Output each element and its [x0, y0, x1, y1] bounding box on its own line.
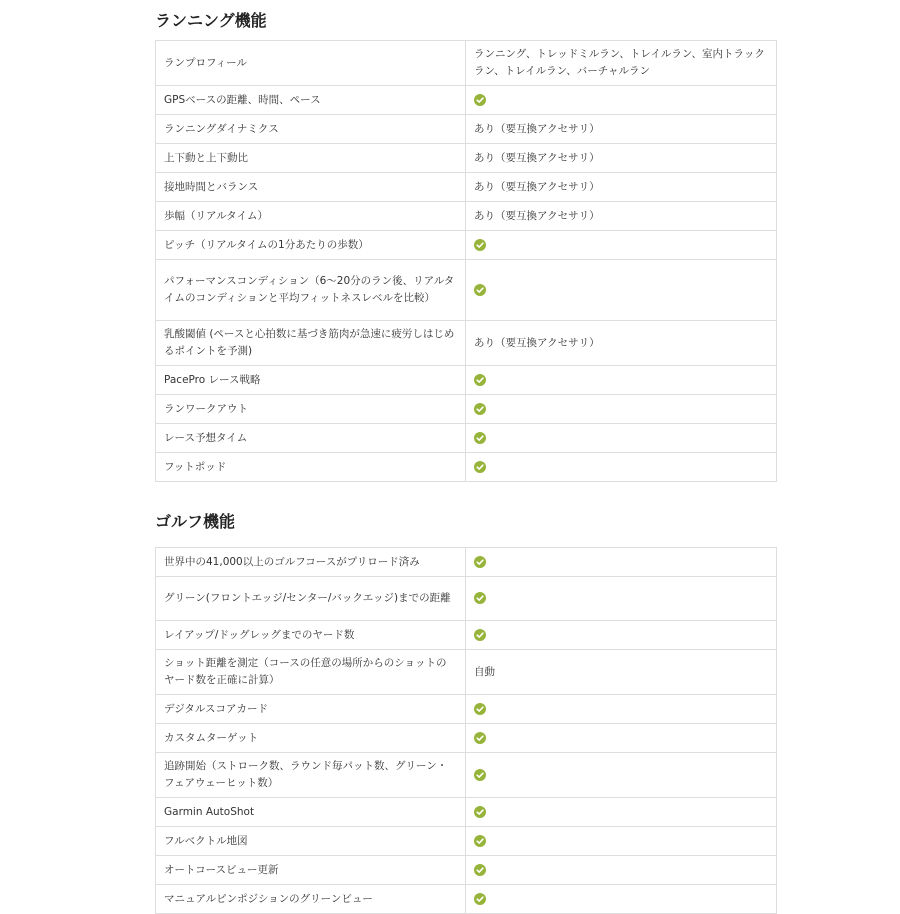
value-cell: あり（要互換アクセサリ） [466, 115, 777, 144]
check-circle-icon [474, 461, 486, 473]
spec-page [155, 0, 765, 914]
spec-row [156, 366, 777, 395]
value-cell [466, 695, 777, 724]
spec-row [156, 424, 777, 453]
spec-row [156, 753, 777, 798]
spec-row [156, 231, 777, 260]
feature-cell: マニュアルピンポジションのグリーンビュー [156, 885, 466, 914]
spec-row [156, 827, 777, 856]
value-cell: あり（要互換アクセサリ） [466, 202, 777, 231]
feature-cell: フットポッド [156, 453, 466, 482]
value-cell: あり（要互換アクセサリ） [466, 144, 777, 173]
check-circle-icon [474, 94, 486, 106]
value-cell [466, 856, 777, 885]
check-circle-icon [474, 284, 486, 296]
spec-row [156, 86, 777, 115]
feature-cell: カスタムターゲット [156, 724, 466, 753]
check-circle-icon [474, 403, 486, 415]
feature-cell: レース予想タイム [156, 424, 466, 453]
spec-row [156, 695, 777, 724]
feature-cell: レイアップ/ドッグレッグまでのヤード数 [156, 621, 466, 650]
spec-row [156, 144, 777, 173]
check-circle-icon [474, 732, 486, 744]
feature-cell: グリーン(フロントエッジ/センター/バックエッジ)までの距離 [156, 577, 466, 621]
spec-row [156, 856, 777, 885]
value-cell: あり（要互換アクセサリ） [466, 321, 777, 366]
spec-row [156, 395, 777, 424]
value-cell: あり（要互換アクセサリ） [466, 173, 777, 202]
feature-cell: 世界中の41,000以上のゴルフコースがプリロード済み [156, 548, 466, 577]
golf-spec-table [155, 547, 777, 914]
value-cell: ランニング、トレッドミルラン、トレイルラン、室内トラックラン、トレイルラン、バーチャルラン [466, 41, 777, 86]
feature-cell: ピッチ（リアルタイムの1分あたりの歩数） [156, 231, 466, 260]
feature-cell: 接地時間とバランス [156, 173, 466, 202]
value-cell [466, 798, 777, 827]
value-cell [466, 577, 777, 621]
spec-row [156, 321, 777, 366]
spec-row [156, 798, 777, 827]
spec-row [156, 202, 777, 231]
feature-cell: ランワークアウト [156, 395, 466, 424]
value-cell [466, 86, 777, 115]
feature-cell: フルベクトル地図 [156, 827, 466, 856]
check-circle-icon [474, 239, 486, 251]
feature-cell: ショット距離を測定（コースの任意の場所からのショットのヤード数を正確に計算） [156, 650, 466, 695]
value-cell [466, 395, 777, 424]
spec-row [156, 115, 777, 144]
feature-cell: 上下動と上下動比 [156, 144, 466, 173]
spec-row [156, 453, 777, 482]
value-cell [466, 548, 777, 577]
spec-row [156, 724, 777, 753]
feature-cell: 追跡開始（ストローク数、ラウンド毎パット数、グリーン・フェアウェーヒット数） [156, 753, 466, 798]
feature-cell: パフォーマンスコンディション（6〜20分のラン後、リアルタイムのコンディションと平均フィットネスレベルを比較） [156, 260, 466, 321]
value-cell [466, 366, 777, 395]
value-cell [466, 885, 777, 914]
value-cell [466, 753, 777, 798]
value-cell [466, 424, 777, 453]
running-spec-table [155, 40, 777, 482]
spec-row [156, 650, 777, 695]
feature-cell: オートコースビュー更新 [156, 856, 466, 885]
spec-row [156, 885, 777, 914]
value-cell: 自動 [466, 650, 777, 695]
value-cell [466, 260, 777, 321]
feature-cell: ランプロフィール [156, 41, 466, 86]
spec-row [156, 577, 777, 621]
check-circle-icon [474, 769, 486, 781]
value-cell [466, 231, 777, 260]
value-cell [466, 621, 777, 650]
spec-row [156, 260, 777, 321]
value-cell [466, 827, 777, 856]
running-section-title: ランニング機能 [155, 11, 267, 30]
golf-section-title: ゴルフ機能 [155, 512, 236, 531]
spec-row [156, 621, 777, 650]
check-circle-icon [474, 893, 486, 905]
feature-cell: PacePro レース戦略 [156, 366, 466, 395]
feature-cell: デジタルスコアカード [156, 695, 466, 724]
spec-row [156, 173, 777, 202]
spec-row [156, 548, 777, 577]
check-circle-icon [474, 374, 486, 386]
check-circle-icon [474, 835, 486, 847]
value-cell [466, 453, 777, 482]
feature-cell: GPSベースの距離、時間、ペース [156, 86, 466, 115]
feature-cell: 乳酸閾値 (ペースと心拍数に基づき筋肉が急速に疲労しはじめるポイントを予測) [156, 321, 466, 366]
check-circle-icon [474, 592, 486, 604]
feature-cell: 歩幅（リアルタイム） [156, 202, 466, 231]
check-circle-icon [474, 432, 486, 444]
check-circle-icon [474, 806, 486, 818]
check-circle-icon [474, 703, 486, 715]
spec-row [156, 41, 777, 86]
check-circle-icon [474, 629, 486, 641]
value-cell [466, 724, 777, 753]
feature-cell: ランニングダイナミクス [156, 115, 466, 144]
feature-cell: Garmin AutoShot [156, 798, 466, 827]
check-circle-icon [474, 556, 486, 568]
check-circle-icon [474, 864, 486, 876]
